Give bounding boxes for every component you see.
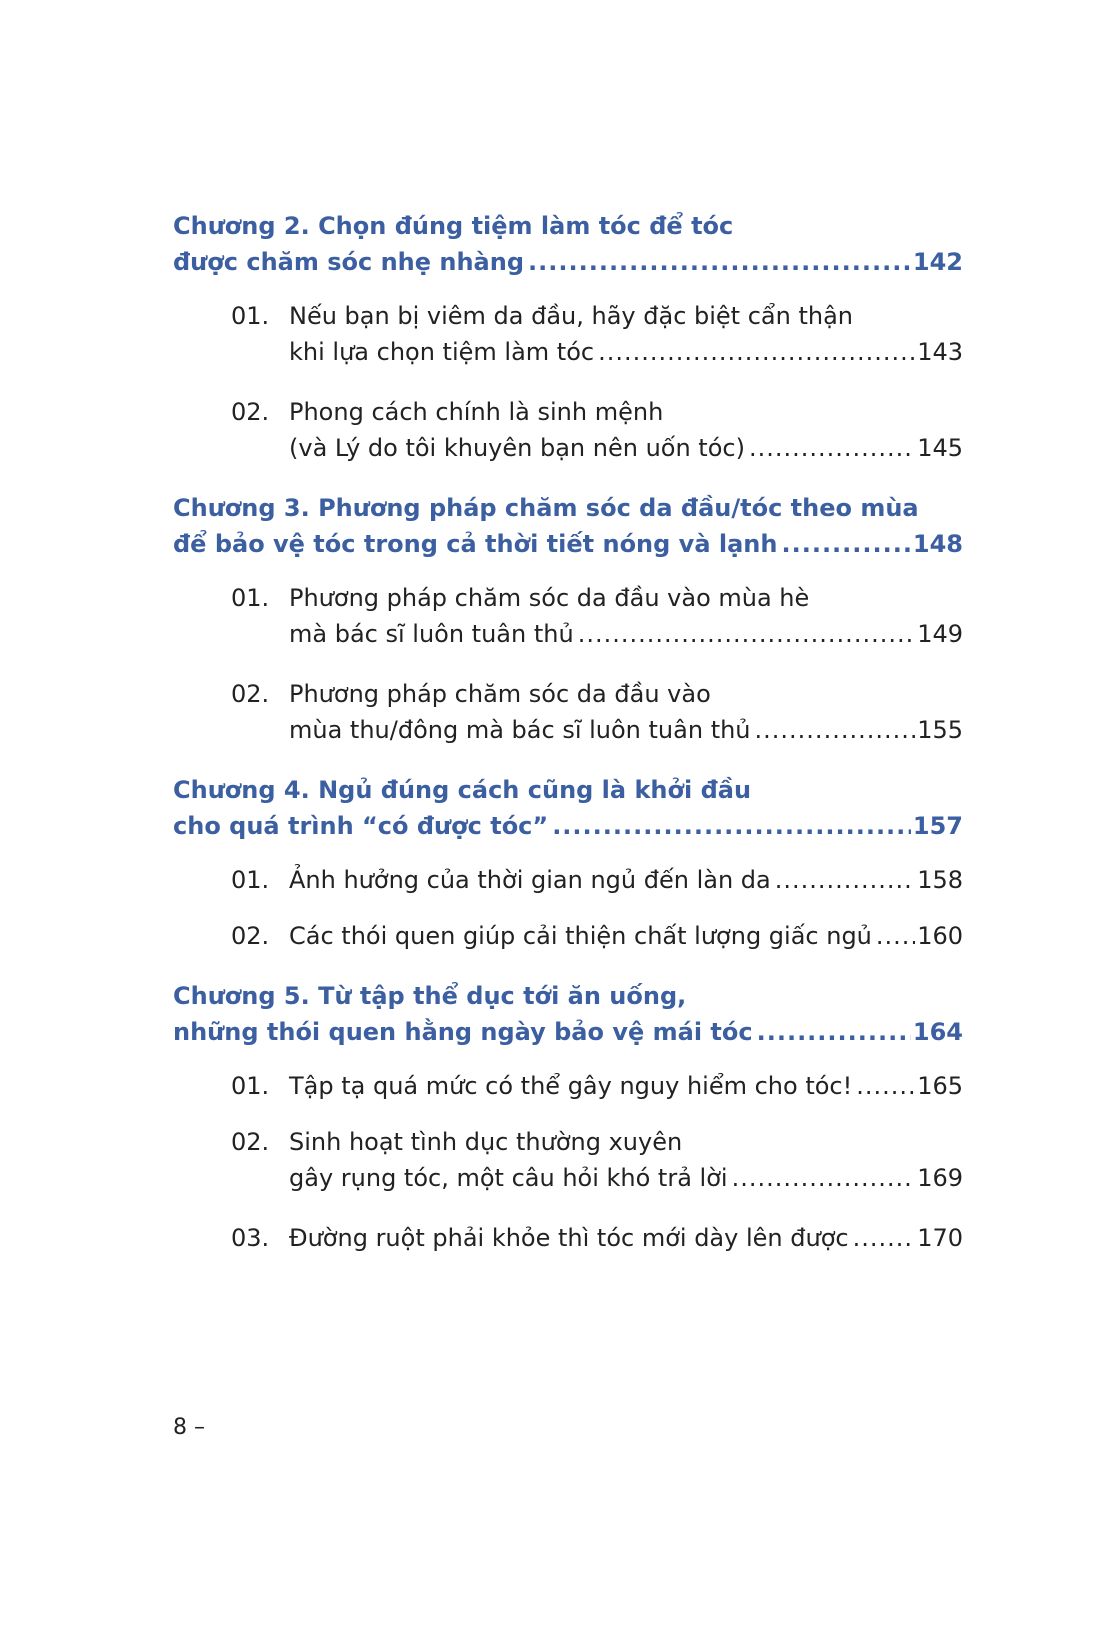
entry-number: 03. [231,1224,270,1252]
entry-title-line1: Nếu bạn bị viêm da đầu, hãy đặc biệt cẩn thận [289,302,853,330]
dot-leader [528,244,911,280]
entry-page-number: 145 [917,434,963,462]
toc-entry[interactable] [173,1068,963,1104]
chapter-3 [173,490,963,748]
dot-leader [781,526,910,562]
page-number-footer: 8 – [173,1415,205,1440]
dot-leader [775,862,915,898]
chapter-page-number: 142 [912,248,963,276]
entry-page-number: 155 [917,716,963,744]
toc-entry[interactable] [173,918,963,954]
chapter-title-line1: Chương 4. Ngủ đúng cách cũng là khởi đầu [173,776,752,804]
entry-page-number: 165 [917,1072,963,1100]
toc-entry[interactable] [173,580,963,652]
entry-number: 02. [231,680,270,708]
toc-entry[interactable] [173,298,963,370]
dot-leader [732,1160,916,1196]
entry-title: Tập tạ quá mức có thể gây nguy hiểm cho tóc! [289,1072,853,1100]
toc-entry[interactable] [173,862,963,898]
chapter-title-line2: cho quá trình “có được tóc” [173,812,549,840]
chapter-heading[interactable] [173,772,963,844]
entry-title-line2: mùa thu/đông mà bác sĩ luôn tuân thủ [289,716,751,744]
chapter-4 [173,772,963,954]
dot-leader [749,430,915,466]
entry-number: 01. [231,866,270,894]
dot-leader [876,918,915,954]
chapter-page-number: 148 [912,530,963,558]
entry-page-number: 170 [917,1224,963,1252]
chapter-title-line1: Chương 5. Từ tập thể dục tới ăn uống, [173,982,687,1010]
entry-title: Đường ruột phải khỏe thì tóc mới dày lên được [289,1224,849,1252]
chapter-heading[interactable] [173,208,963,280]
dot-leader [755,712,916,748]
chapter-page-number: 157 [912,812,963,840]
chapter-2 [173,208,963,466]
entry-title-line1: Sinh hoạt tình dục thường xuyên [289,1128,683,1156]
chapter-title-line2: để bảo vệ tóc trong cả thời tiết nóng và lạnh [173,530,778,558]
entry-page-number: 169 [917,1164,963,1192]
toc-entry[interactable] [173,1124,963,1196]
entry-title-line1: Phương pháp chăm sóc da đầu vào [289,680,711,708]
dot-leader [853,1220,916,1256]
dot-leader [598,334,915,370]
dot-leader [578,616,916,652]
toc-entry[interactable] [173,676,963,748]
chapter-heading[interactable] [173,978,963,1050]
entry-number: 02. [231,922,270,950]
chapter-title-line2: những thói quen hằng ngày bảo vệ mái tóc [173,1018,753,1046]
entry-number: 02. [231,398,270,426]
chapter-5 [173,978,963,1256]
toc-entry[interactable] [173,394,963,466]
entry-title: Các thói quen giúp cải thiện chất lượng giấc ngủ [289,922,872,950]
entry-title-line1: Phong cách chính là sinh mệnh [289,398,664,426]
entry-title-line2: mà bác sĩ luôn tuân thủ [289,620,574,648]
toc-entry[interactable] [173,1220,963,1256]
dot-leader [552,808,911,844]
chapter-heading[interactable] [173,490,963,562]
entry-number: 01. [231,584,270,612]
entry-page-number: 143 [917,338,963,366]
chapter-title-line2: được chăm sóc nhẹ nhàng [173,248,524,276]
dot-leader [856,1068,915,1104]
chapter-title-line1: Chương 2. Chọn đúng tiệm làm tóc để tóc [173,212,734,240]
chapter-title-line1: Chương 3. Phương pháp chăm sóc da đầu/tóc theo mùa [173,494,919,522]
table-of-contents [173,208,963,1280]
entry-title-line2: (và Lý do tôi khuyên bạn nên uốn tóc) [289,434,745,462]
dot-leader [757,1014,911,1050]
chapter-page-number: 164 [912,1018,963,1046]
entry-number: 02. [231,1128,270,1156]
entry-page-number: 158 [917,866,963,894]
entry-page-number: 160 [917,922,963,950]
entry-number: 01. [231,1072,270,1100]
entry-page-number: 149 [917,620,963,648]
entry-title: Ảnh hưởng của thời gian ngủ đến làn da [289,866,771,894]
entry-title-line2: khi lựa chọn tiệm làm tóc [289,338,595,366]
entry-number: 01. [231,302,270,330]
entry-title-line1: Phương pháp chăm sóc da đầu vào mùa hè [289,584,810,612]
entry-title-line2: gây rụng tóc, một câu hỏi khó trả lời [289,1164,728,1192]
